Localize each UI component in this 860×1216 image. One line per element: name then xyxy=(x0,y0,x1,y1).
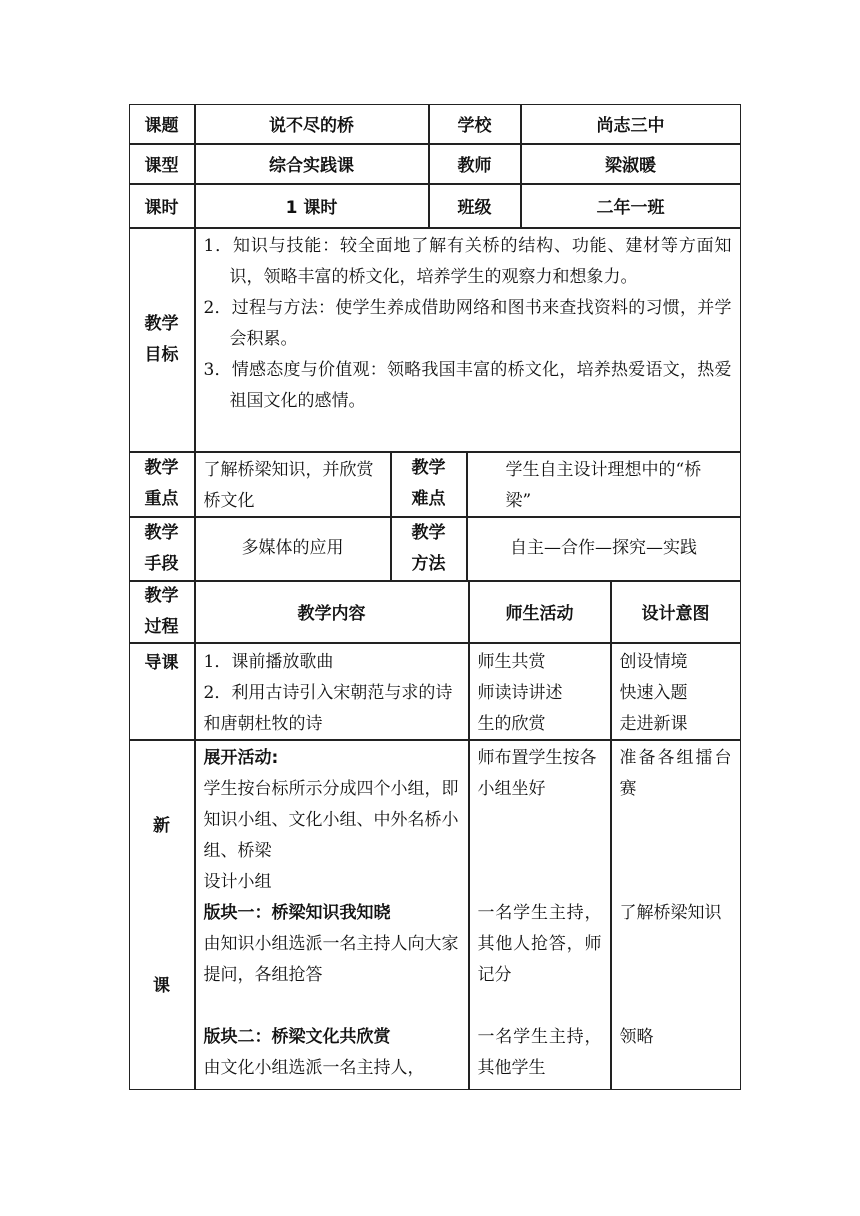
intro-intent-line-2: 快速入题 xyxy=(619,682,688,703)
period-value: 1 课时 xyxy=(195,184,429,228)
process-label-line1: 教学 xyxy=(144,585,179,606)
intro-content xyxy=(195,643,469,740)
goal-item-3: 3．情感态度与价值观：领略我国丰富的桥文化，培养热爱语文，热爱祖国文化的感情。 xyxy=(203,359,732,411)
intro-intent-line-1: 创设情境 xyxy=(619,651,688,672)
intro-content-line-1: 1．课前播放歌曲 xyxy=(203,651,334,672)
means-label-line1: 教学 xyxy=(144,522,179,543)
topic-value: 说不尽的桥 xyxy=(195,104,429,144)
period-label: 课时 xyxy=(129,184,195,228)
new-lesson-intent xyxy=(611,740,741,1090)
col-intent-header: 设计意图 xyxy=(611,581,741,643)
type-value: 综合实践课 xyxy=(195,144,429,184)
method-value: 自主—合作—探究—实践 xyxy=(467,517,741,581)
intro-label xyxy=(129,643,195,740)
block2-activity: 一名学生主持，其他学生 xyxy=(477,1026,602,1078)
goals-content xyxy=(195,228,741,452)
col-content-header: 教学内容 xyxy=(195,581,469,643)
school-value: 尚志三中 xyxy=(521,104,741,144)
difficulty-label xyxy=(391,452,467,517)
goal-item-1: 1．知识与技能：较全面地了解有关桥的结构、功能、建材等方面知识，领略丰富的桥文化，培养学生的观察力和想象力。 xyxy=(203,235,732,287)
goals-label-line1: 教学 xyxy=(144,313,179,334)
difficulty-label-line1: 教学 xyxy=(411,458,446,478)
difficulty-label-line2: 难点 xyxy=(411,489,446,509)
open-activity-activity: 师布置学生按各小组坐好 xyxy=(477,747,597,799)
difficulty-value: 学生自主设计理想中的“桥梁” xyxy=(467,452,741,517)
teacher-value: 梁淑暖 xyxy=(521,144,741,184)
method-label-line2: 方法 xyxy=(411,553,446,574)
method-label-line1: 教学 xyxy=(411,522,446,543)
method-label xyxy=(391,517,467,581)
intro-intent xyxy=(611,643,741,740)
class-value: 二年一班 xyxy=(521,184,741,228)
block2-title: 版块二：桥梁文化共欣赏 xyxy=(203,1026,391,1047)
intro-label-text: 导课 xyxy=(144,652,179,673)
new-lesson-content xyxy=(195,740,469,1090)
new-lesson-label-top: 新 xyxy=(153,815,170,836)
focus-label-line1: 教学 xyxy=(144,458,179,478)
goals-label xyxy=(129,228,195,452)
intro-activity-line-2: 师读诗讲述 xyxy=(477,682,563,703)
new-lesson-label-bottom: 课 xyxy=(153,975,170,996)
intro-activity xyxy=(469,643,611,740)
school-label: 学校 xyxy=(429,104,521,144)
process-label xyxy=(129,581,195,643)
block2-text: 由文化小组选派一名主持人， xyxy=(203,1057,425,1078)
class-label: 班级 xyxy=(429,184,521,228)
focus-label xyxy=(129,452,195,517)
means-label xyxy=(129,517,195,581)
topic-label: 课题 xyxy=(129,104,195,144)
teacher-label: 教师 xyxy=(429,144,521,184)
intro-intent-line-3: 走进新课 xyxy=(619,713,688,734)
intro-content-line-2: 2．利用古诗引入宋朝范与求的诗和唐朝杜牧的诗 xyxy=(203,682,453,734)
open-activity-title: 展开活动: xyxy=(203,747,279,768)
focus-value: 了解桥梁知识，并欣赏桥文化 xyxy=(195,452,391,517)
type-label: 课型 xyxy=(129,144,195,184)
intro-activity-line-1: 师生共赏 xyxy=(477,651,546,672)
process-label-line2: 过程 xyxy=(144,616,179,637)
open-activity-intent: 准备各组擂台赛 xyxy=(619,747,732,799)
open-activity-text: 学生按台标所示分成四个小组，即知识小组、文化小组、中外名桥小组、桥梁 xyxy=(203,778,459,861)
new-lesson-activity xyxy=(469,740,611,1090)
intro-activity-line-3: 生的欣赏 xyxy=(477,713,546,734)
spacer xyxy=(204,991,460,1022)
open-activity-text-2: 设计小组 xyxy=(203,871,272,892)
new-lesson-label xyxy=(129,740,195,1090)
means-label-line2: 手段 xyxy=(144,553,179,574)
means-value: 多媒体的应用 xyxy=(195,517,391,581)
goal-item-2: 2．过程与方法：使学生养成借助网络和图书来查找资料的习惯，并学会积累。 xyxy=(203,297,732,349)
focus-label-line2: 重点 xyxy=(144,489,179,509)
col-activity-header: 师生活动 xyxy=(469,581,611,643)
block1-activity: 一名学生主持，其他人抢答，师记分 xyxy=(477,902,602,985)
block1-intent: 了解桥梁知识 xyxy=(619,902,722,923)
block1-title: 版块一：桥梁知识我知晓 xyxy=(203,902,391,923)
block2-intent: 领略 xyxy=(619,1026,654,1047)
block1-text: 由知识小组选派一名主持人向大家提问，各组抢答 xyxy=(203,933,459,985)
goals-label-line2: 目标 xyxy=(144,344,179,365)
